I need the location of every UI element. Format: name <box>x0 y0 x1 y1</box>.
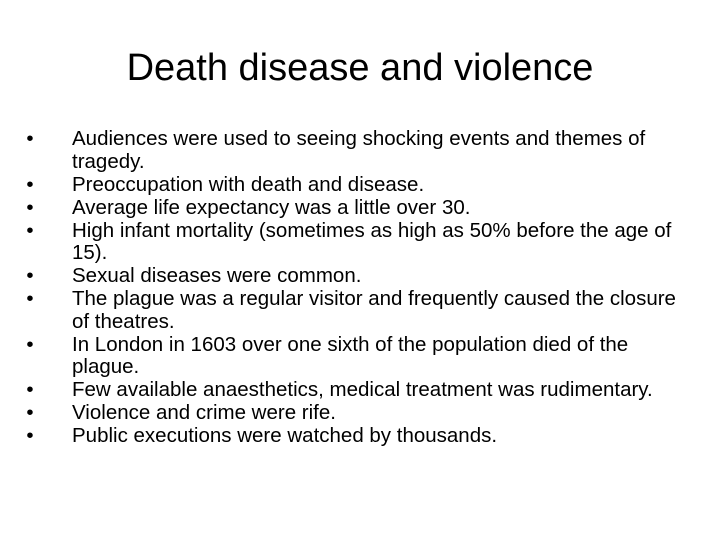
bullet-dot-icon: • <box>26 424 34 447</box>
bullet-item <box>22 402 692 425</box>
slide-title: Death disease and violence <box>126 47 594 89</box>
bullet-dot-icon: • <box>26 378 34 401</box>
bullet-item <box>22 379 692 402</box>
bullet-dot-icon: • <box>26 264 34 287</box>
bullet-text: Public executions were watched by thousands. <box>72 424 498 447</box>
bullet-dot-icon: • <box>26 172 34 196</box>
bullet-dot-icon: • <box>26 195 34 219</box>
bullet-item <box>22 220 692 265</box>
bullet-text: Few available anaesthetics, medical treatment was rudimentary. <box>72 378 653 401</box>
bullet-text: The plague was a regular visitor and frequently caused the closure of theatres. <box>72 287 676 333</box>
bullet-item <box>22 288 692 333</box>
bullet-dot-icon: • <box>26 332 34 356</box>
bullet-item <box>22 197 692 220</box>
bullet-text: Audiences were used to seeing shocking events and themes of tragedy. <box>72 127 646 173</box>
bullet-item <box>22 425 692 448</box>
bullet-text: In London in 1603 over one sixth of the population died of the plague. <box>72 332 629 378</box>
bullet-item <box>22 128 692 173</box>
bullet-list <box>22 128 692 448</box>
bullet-dot-icon: • <box>26 287 34 310</box>
bullet-text: Violence and crime were rife. <box>72 401 336 424</box>
bullet-dot-icon: • <box>26 218 34 242</box>
bullet-item <box>22 265 692 288</box>
bullet-item <box>22 334 692 379</box>
bullet-dot-icon: • <box>26 401 34 424</box>
bullet-text: High infant mortality (sometimes as high as 50% before the age of 15). <box>72 218 672 264</box>
bullet-text: Sexual diseases were common. <box>72 264 362 287</box>
bullet-text: Preoccupation with death and disease. <box>72 172 425 196</box>
bullet-dot-icon: • <box>26 127 34 150</box>
bullet-item <box>22 174 692 197</box>
bullet-text: Average life expectancy was a little over 30. <box>72 195 471 219</box>
